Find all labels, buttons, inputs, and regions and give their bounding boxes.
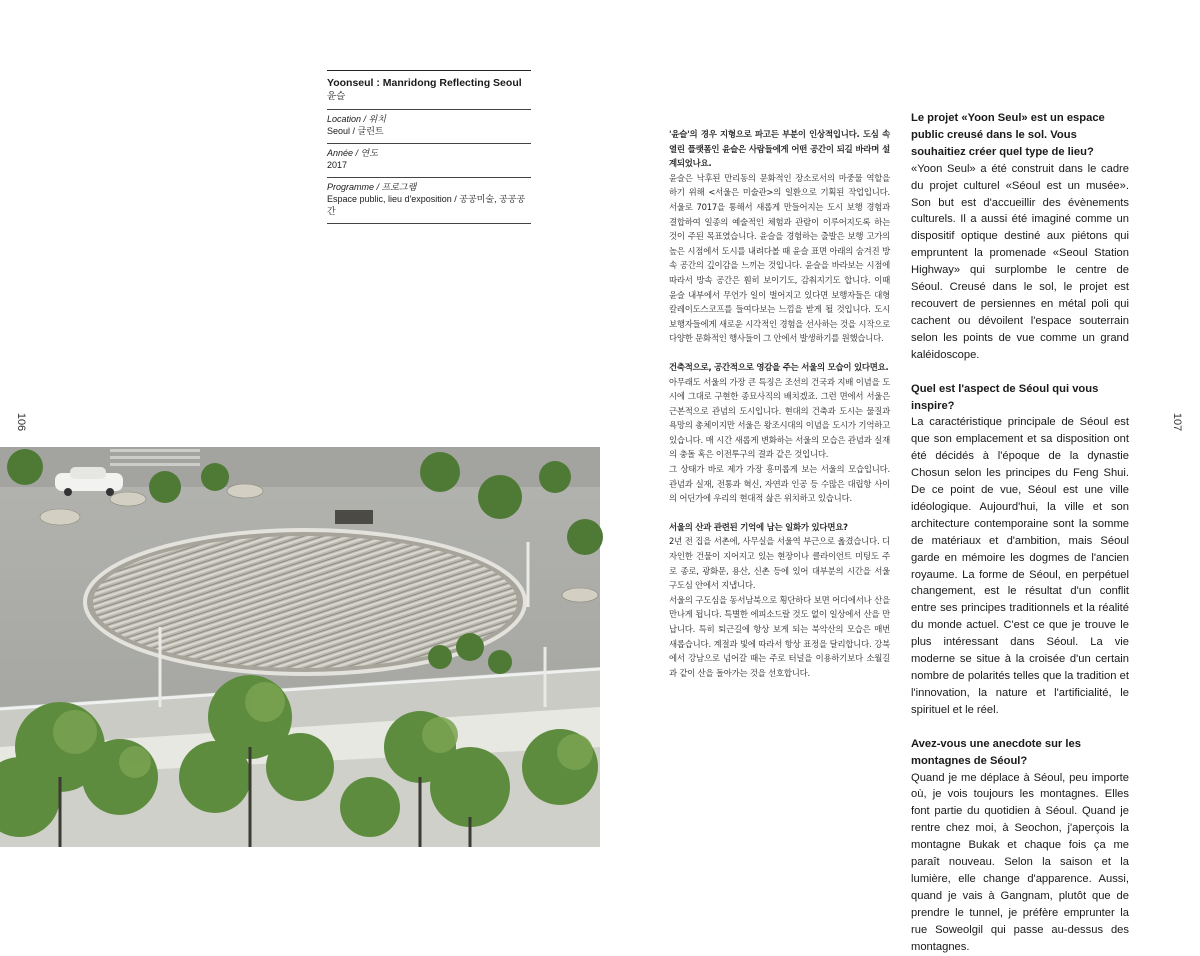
korean-question-2: 건축적으로, 공간적으로 영감을 주는 서울의 모습이 있다면요. xyxy=(669,361,889,372)
year-value: 2017 xyxy=(327,160,348,170)
french-answer-1: «Yoon Seul» a été construit dans le cadre du projet culturel «Séoul est un musée». Son but est d'accueillir des évènements culturels. Il a aussi été imaginé comme un dispositif optique destiné aux piétons qui empruntent la promenade «Seoul Station Highway» qui surplombe le centre de Séoul. Creusé dans le sol, le projet est recouvert de persiennes en métal poli qui cachent ou dévoilent l'espace souterrain selon les points de vue comme un grand kaléidoscope. xyxy=(911,162,1129,361)
korean-answer-1: 윤슬은 낙후된 만리동의 문화적인 장소로서의 마중물 역할을 하기 위해 <서울은 미술관>의 일환으로 기획된 작업입니다. 서울로 7017을 통해서 새롭게 만들어지는 도시 보행 경험과 결합하여 일종의 예술적인 체험과 관람이 이루어지도록 하는 것이 주된 목표였습니다. 윤슬을 경험하는 출발은 보행 고가의 높은 시점에서 도시를 내려다볼 때 윤슬 표면 아래의 숨겨진 방속 공간의 깊이감을 느끼는 것입니다. 윤슬을 바라보는 시점에 따라서 방속 공간은 훤히 보이기도, 감춰지기도 합니다. 이때 윤슬 내부에서 무언가 일이 벌어지고 있다면 보행자들은 대형 칼레이도스코프를 들여다보는 느낌을 받게 될 것입니다. 도시 보행자들에게 새로운 시각적인 경험을 선사하는 것을 시작으로 다양한 문화적인 행사들이 그 안에서 발생하기를 원했습니다. xyxy=(669,172,890,344)
page-number-right: 107 xyxy=(1171,412,1184,432)
location-label: Location / 위치 xyxy=(327,114,386,124)
french-question-1: Le projet «Yoon Seul» est un espace public creusé dans le sol. Vous souhaitiez créer quel type de lieu? xyxy=(911,112,1105,158)
programme-label: Programme / 프로그램 xyxy=(327,182,417,192)
info-programme xyxy=(327,177,531,224)
korean-interview-column xyxy=(669,127,890,680)
info-top-rule xyxy=(327,70,531,71)
plaza-photograph xyxy=(0,447,600,847)
korean-question-3: 서울의 산과 관련된 기억에 남는 일화가 있다면요? xyxy=(669,521,848,532)
location-value: Seoul / 글린트 xyxy=(327,126,384,136)
korean-answer-2-part-1: 아무래도 서울의 가장 큰 특징은 조선의 건국과 지배 이념을 도시에 그대로 구현한 종묘사직의 배치겠죠. 그런 면에서 서울은 근본적으로 관념의 도시입니다. 현대의 건축과 도시는 물질과 욕망의 총체이지만 서울은 왕조시대의 이념을 도시가 기억하고 있습니다. 매 시간 새롭게 변화하는 서울의 모습은 관념과 실재의 충돌 혹은 이전투구의 결과 같은 것입니다. xyxy=(669,376,890,460)
french-question-3: Avez-vous une anecdote sur les montagnes de Séoul? xyxy=(911,737,1081,767)
korean-answer-3-part-1: 2년 전 집을 서촌에, 사무실을 서울역 부근으로 옮겼습니다. 디자인한 건물이 지어지고 있는 현장이나 클라이언트 미팅도 주로 종로, 광화문, 용산, 신촌 등에 있어 대부분의 시간을 서울 구도심 안에서 지냅니다. xyxy=(669,536,890,591)
korean-question-1: '윤슬'의 경우 지형으로 파고든 부분이 인상적입니다. 도심 속 열린 플랫폼인 윤슬은 사람들에게 어떤 공간이 되길 바라며 설계되었나요. xyxy=(669,129,890,169)
french-question-2: Quel est l'aspect de Séoul qui vous inspire? xyxy=(911,382,1099,412)
french-interview-column xyxy=(911,110,1129,956)
page-number-left: 106 xyxy=(15,412,28,432)
project-title: Yoonseul : Manridong Reflecting Seoul xyxy=(327,77,522,89)
korean-answer-3-part-2: 서울의 구도심을 동서남북으로 횡단하다 보면 어디에서나 산을 만나게 됩니다. 특별한 에피소드랄 것도 없이 일상에서 산을 만납니다. 특히 퇴근길에 항상 보게 되는 북악산의 모습은 매번 새롭습니다. 계절과 빛에 따라서 항상 표정을 달리합니다. 강북에서 강남으로 넘어갈 때는 주로 터널을 이용하기보다 소월길과 같이 산을 돌아가는 것을 선호합니다. xyxy=(669,594,890,678)
project-title-korean: 윤슬 xyxy=(327,91,346,102)
info-year xyxy=(327,143,531,177)
programme-value: Espace public, lieu d'exposition / 공공미술, 공공공간 xyxy=(327,194,526,216)
french-answer-3: Quand je me déplace à Séoul, peu importe où, je vois toujours les montagnes. Elles font partie du quotidien à Séoul. Quand je rentre chez moi, à Seochon, j'aperçois la montagne Bukak et chaque fois ça me paraît nouveau. Selon la saison et la lumière, elle change d'apparence. Aussi, quand je vais à Gangnam, plutôt que de prendre le tunnel, je préfère emprunter la rue Soweolgil qui passe au-dessus des montagnes. xyxy=(911,771,1129,953)
project-info xyxy=(327,70,531,224)
year-label: Année / 연도 xyxy=(327,148,378,158)
korean-answer-2-part-2: 그 상태가 바로 제가 가장 흥미롭게 보는 서울의 모습입니다. 관념과 실재, 전통과 혁신, 자연과 인공 등 수많은 대립항 사이의 어딘가에 우리의 현대적 삶은 위치하고 있습니다. xyxy=(669,464,890,504)
french-answer-2: La caractéristique principale de Séoul est que son emplacement et sa disposition ont été décidés à l'époque de la dynastie Chosun selon les principes du Feng Shui. De ce point de vue, Séoul est une ville idéologique. Aujourd'hui, la ville et son architecture contemporaine sont la somme de matériaux et d'ambition, mais Séoul garde en mémoire les dogmes de l'ancien royaume. La forme de Séoul, en perpétuel changement, est le résultat d'un conflit entre ses principes traditionnels et la réalité du monde actuel. C'est ce que je trouve le plus intéressant dans Séoul. La vie moderne se situe à la croisée d'un certain nombre de polarités telles que la tradition et l'innovation, la nature et l'artificialité, le spirituel et le réel. xyxy=(911,416,1129,716)
info-location xyxy=(327,109,531,143)
